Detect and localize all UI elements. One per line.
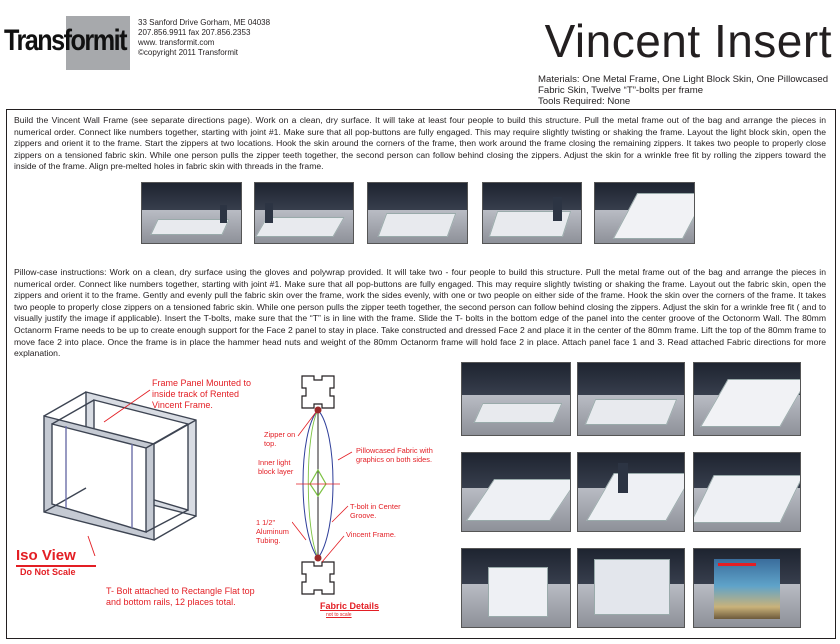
pillowcase-instructions: Pillow-case instructions: Work on a clean, dry surface using the gloves and polywrap provided. It will take two - four people to build this structure. Pull the metal frame out of the bag and arrange the pieces in numerical order. Connect like numbers together, starting with joint #1. Make sure that all pop-buttons are fully engaged. This may require slightly twisting or shaking the frame. Layout out the fabric skin, open the zippers and orient it to the frame. Gently and evenly pull the fabric skin over the frame, work the sides evenly, with one or two people on either side of the frame. Hook the skin over the corners of the frame. It takes two people to properly close zippers on a tensioned fabric skin. While one person pulls the zipper teeth together, the second person can follow behind closing the zippers. Adjust the skin for a wrinkle free fit ( and to visually justify the image if applicable). Insert the T-bolts, make sure that the “T” is in line with the frame. Slide the T- bolts in the bottom edge of the panel into the center groove of the Octonorm Wall. The 80mm Octanorm Frame needs to be up to create enough support for the Face 2 panel to stay in place. Take constructed and dressed Face 2 and place it in the center of the 80mm frame. Lift the top of the 80mm frame to move face 2 into place. Once the frame is in place the hammer head nuts and weight of the 80mm Octanorm frame will hold face 2 in place. Attach panel face 1 and 3. Read attached Fabric directions for more explanation. xyxy=(14,267,826,359)
assembly-photo xyxy=(577,548,685,628)
materials-text: Materials: One Metal Frame, One Light Block Skin, One Pillowcased Fabric Skin, Twelve “T”-bolts per frame xyxy=(538,74,829,96)
pillowcased-fabric-label: Pillowcased Fabric with graphics on both sides. xyxy=(356,446,433,464)
company-logo xyxy=(4,14,130,70)
assembly-photo xyxy=(254,182,354,244)
assembly-photo xyxy=(594,182,695,244)
fabric-details-diagram xyxy=(292,372,362,598)
logo-wordmark: Transformit xyxy=(4,24,126,57)
copyright-line: ©copyright 2011 Transformit xyxy=(138,48,239,57)
frame-panel-label: Frame Panel Mounted to inside track of Rented Vincent Frame. xyxy=(152,378,252,410)
assembly-photo xyxy=(461,452,571,532)
address-line: 33 Sanford Drive Gorham, ME 04038 xyxy=(138,18,271,27)
assembly-photo xyxy=(482,182,582,244)
fabric-details-title: Fabric Details xyxy=(320,601,380,611)
frame-build-instructions: Build the Vincent Wall Frame (see separate directions page). Work on a clean, dry surface. It will take at least four people to build this structure. Pull the metal frame out of the bag and arrange the pieces in numerical order. Connect like numbers together, starting with joint #1. Make sure that all pop-buttons are fully engaged. This may require slightly twisting or shaking the frame. Layout the light block skin, open the zippers and orient it to the frame. Start the zippers at two locations. Hook the skin around the corners of the frame, then work around the frame closing the remaining zippers. It takes two people to properly close zippers on a tensioned fabric skin. While one person pulls the zipper teeth together, the second person can follow behind closing the zippers. Adjust the skin for a wrinkle free fit by rolling the zippers toward the inside of the frame. Align pre-melted holes in fabric skin with threads in the frame. xyxy=(14,115,826,172)
iso-scale-note: Do Not Scale xyxy=(20,567,76,577)
tools-text: Tools Required: None xyxy=(538,96,631,107)
tbolt-label: T- Bolt attached to Rectangle Flat top and bottom rails, 12 places total. xyxy=(106,586,255,607)
inner-layer-label: Inner light block layer xyxy=(258,458,294,476)
vincent-frame-label: Vincent Frame. xyxy=(346,530,396,539)
iso-frame-diagram xyxy=(28,386,198,556)
assembly-photo xyxy=(693,452,801,532)
iso-view-title: Iso View xyxy=(16,547,76,564)
website-line: www. transformit.com xyxy=(138,38,215,47)
assembly-photo xyxy=(461,362,571,436)
assembly-photo xyxy=(693,548,801,628)
assembly-photo xyxy=(141,182,242,244)
assembly-photo xyxy=(577,362,685,436)
tbolt-groove-label: T-bolt in Center Groove. xyxy=(350,502,401,520)
assembly-photo xyxy=(461,548,571,628)
materials-block xyxy=(538,74,838,107)
assembly-photo xyxy=(577,452,685,532)
fabric-details-subtitle: not to scale xyxy=(326,612,352,618)
assembly-photo xyxy=(367,182,468,244)
tubing-label: 1 1/2" Aluminum Tubing. xyxy=(256,518,289,545)
phone-line: 207.856.9911 fax 207.856.2353 xyxy=(138,28,251,37)
company-address xyxy=(138,18,270,58)
zipper-label: Zipper on top. xyxy=(264,430,296,448)
assembly-photo xyxy=(693,362,801,436)
page-title: Vincent Insert xyxy=(544,15,832,67)
